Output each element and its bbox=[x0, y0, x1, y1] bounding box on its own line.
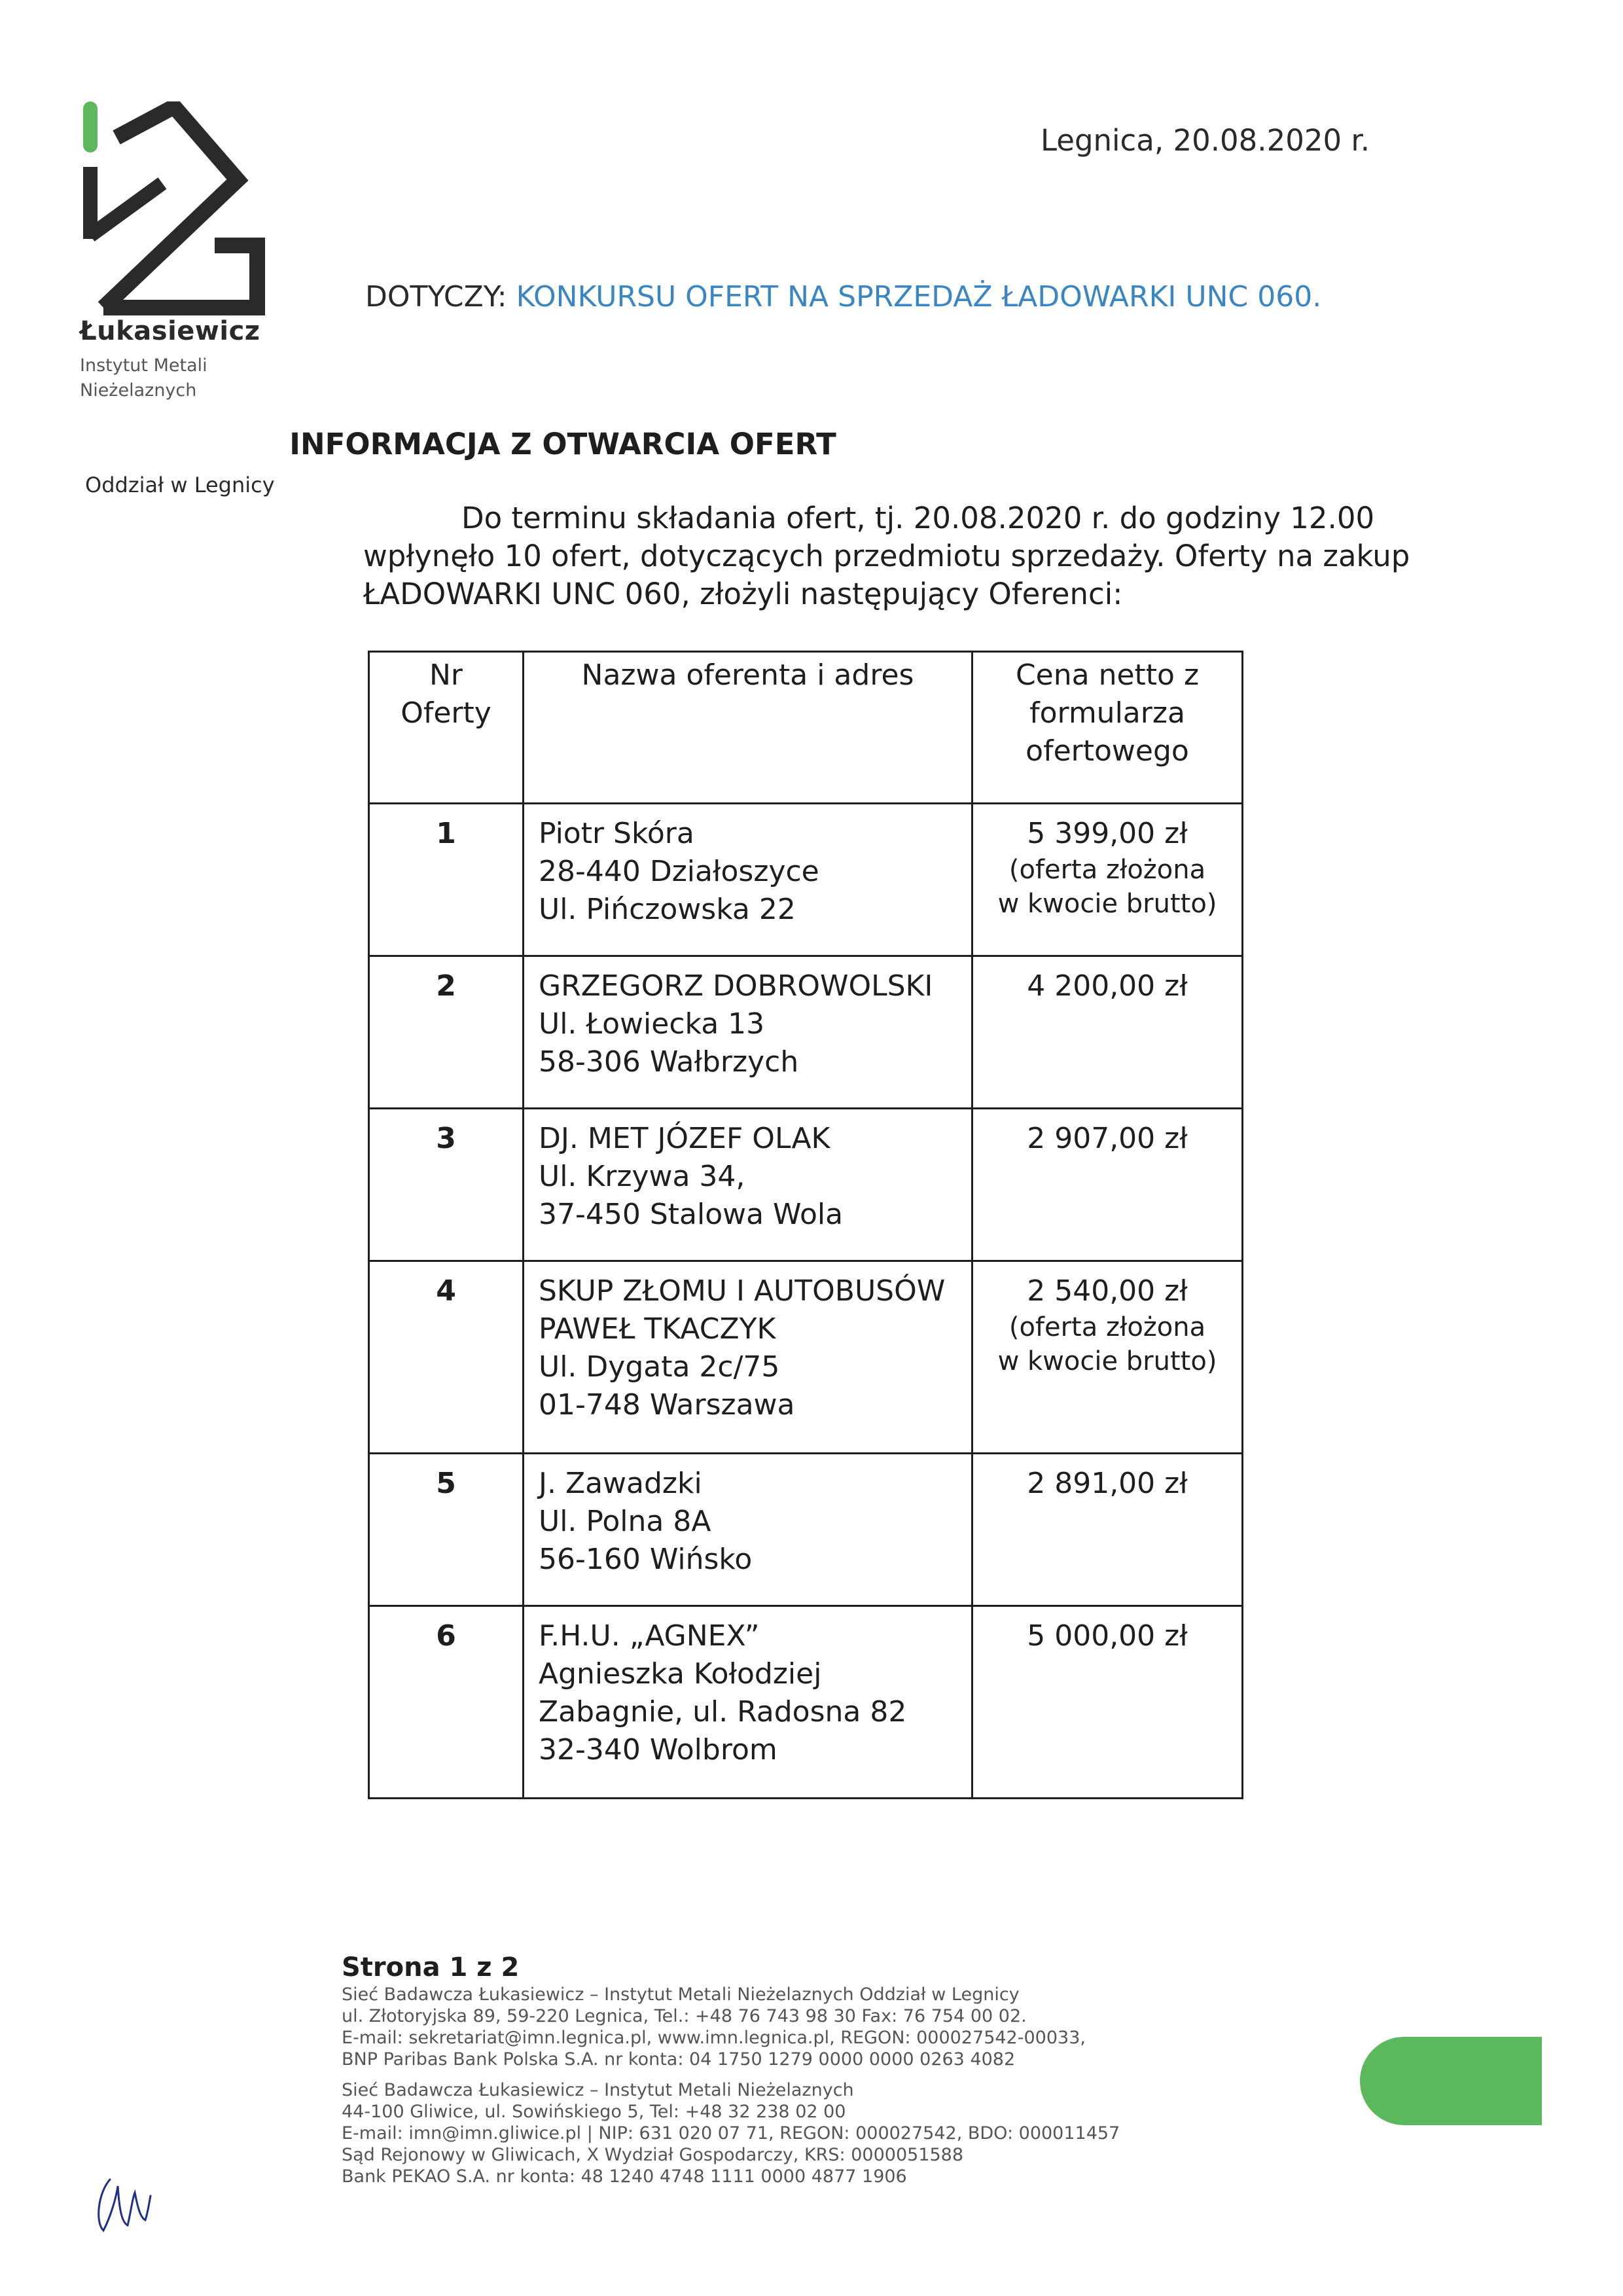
intro-line: Do terminu składania ofert, tj. 20.08.2020 r. do godziny 12.00 bbox=[461, 501, 1375, 535]
address-line: 28-440 Działoszyce bbox=[539, 855, 819, 888]
table-header-row bbox=[369, 652, 1243, 804]
subject-label: DOTYCZY: bbox=[365, 280, 507, 314]
footer-line: BNP Paribas Bank Polska S.A. nr konta: 04 1750 1279 0000 0000 0263 4082 bbox=[342, 2049, 1016, 2070]
address-line: 56-160 Wińsko bbox=[539, 1543, 753, 1576]
header-name bbox=[524, 652, 972, 804]
address-line: Ul. Łowiecka 13 bbox=[539, 1007, 765, 1041]
intro-paragraph bbox=[363, 499, 1489, 613]
header-price bbox=[972, 652, 1243, 804]
offer-number: 6 bbox=[369, 1606, 524, 1799]
address-line: Piotr Skóra bbox=[539, 817, 694, 850]
footer-line: Sieć Badawcza Łukasiewicz – Instytut Metali Nieżelaznych Oddział w Legnicy bbox=[342, 1984, 1020, 2005]
signature-icon bbox=[92, 2166, 164, 2238]
price-value: 5 399,00 zł bbox=[1027, 817, 1188, 850]
offer-name-address bbox=[524, 1109, 972, 1261]
address-line: J. Zawadzki bbox=[539, 1467, 702, 1500]
offers-table bbox=[368, 651, 1243, 1799]
price-value: 5 000,00 zł bbox=[1027, 1619, 1188, 1653]
logo-subtitle-line: Nieżelaznych bbox=[80, 380, 197, 401]
footer-line: Bank PEKAO S.A. nr konta: 48 1240 4748 1111 0000 4877 1906 bbox=[342, 2166, 907, 2187]
offer-price bbox=[972, 1261, 1243, 1454]
table-row bbox=[369, 1454, 1243, 1606]
logo-name: Łukasiewicz bbox=[80, 316, 260, 346]
header-text: Nazwa oferenta i adres bbox=[581, 658, 914, 692]
offer-price bbox=[972, 956, 1243, 1109]
address-line: Ul. Polna 8A bbox=[539, 1505, 711, 1538]
footer-line: Sąd Rejonowy w Gliwicach, X Wydział Gospodarczy, KRS: 0000051588 bbox=[342, 2145, 964, 2165]
address-line: 01-748 Warszawa bbox=[539, 1388, 795, 1422]
address-line: F.H.U. „AGNEX” bbox=[539, 1619, 760, 1653]
heading-text: INFORMACJA Z OTWARCIA OFERT bbox=[289, 427, 836, 461]
table-row bbox=[369, 1606, 1243, 1799]
table-row bbox=[369, 804, 1243, 956]
header-text: Oferty bbox=[401, 696, 491, 730]
document-heading bbox=[0, 427, 1623, 461]
table-row bbox=[369, 1109, 1243, 1261]
offer-number: 2 bbox=[369, 956, 524, 1109]
price-note: (oferta złożona bbox=[1008, 855, 1206, 885]
subject-value: KONKURSU OFERT NA SPRZEDAŻ ŁADOWARKI UNC 060. bbox=[516, 280, 1322, 314]
offer-name-address bbox=[524, 1606, 972, 1799]
price-value: 2 907,00 zł bbox=[1027, 1122, 1188, 1155]
page-number: Strona 1 z 2 bbox=[342, 1952, 520, 1982]
offer-price bbox=[972, 1109, 1243, 1261]
branch-name: Oddział w Legnicy bbox=[85, 473, 275, 497]
offer-price bbox=[972, 1606, 1243, 1799]
offer-name-address bbox=[524, 1454, 972, 1606]
subject-line bbox=[365, 280, 1321, 314]
address-line: 32-340 Wolbrom bbox=[539, 1733, 777, 1767]
header-nr bbox=[369, 652, 524, 804]
price-note: w kwocie brutto) bbox=[997, 1346, 1217, 1376]
address-line: 37-450 Stalowa Wola bbox=[539, 1198, 844, 1231]
address-line: Ul. Pińczowska 22 bbox=[539, 893, 796, 926]
address-line: Agnieszka Kołodziej bbox=[539, 1657, 822, 1691]
address-line: SKUP ZŁOMU I AUTOBUSÓW bbox=[539, 1274, 946, 1308]
address-line: Ul. Dygata 2c/75 bbox=[539, 1350, 780, 1384]
offer-name-address bbox=[524, 1261, 972, 1454]
address-line: DJ. MET JÓZEF OLAK bbox=[539, 1122, 830, 1155]
address-line: PAWEŁ TKACZYK bbox=[539, 1312, 776, 1346]
footer-line: E-mail: imn@imn.gliwice.pl | NIP: 631 020 07 71, REGON: 000027542, BDO: 000011457 bbox=[342, 2123, 1120, 2144]
price-note: (oferta złożona bbox=[1008, 1312, 1206, 1342]
price-value: 2 540,00 zł bbox=[1027, 1274, 1188, 1308]
footer-line: 44-100 Gliwice, ul. Sowińskiego 5, Tel: +48 32 238 02 00 bbox=[342, 2102, 846, 2122]
offer-number: 3 bbox=[369, 1109, 524, 1261]
offer-price bbox=[972, 804, 1243, 956]
offer-name-address bbox=[524, 804, 972, 956]
logo-subtitle bbox=[80, 353, 207, 403]
footer bbox=[342, 1952, 1120, 2187]
intro-line: wpłynęło 10 ofert, dotyczących przedmiotu sprzedaży. Oferty na zakup bbox=[363, 539, 1410, 573]
offer-number: 5 bbox=[369, 1454, 524, 1606]
green-decoration bbox=[1360, 2037, 1542, 2125]
price-value: 2 891,00 zł bbox=[1027, 1467, 1188, 1500]
address-line: GRZEGORZ DOBROWOLSKI bbox=[539, 969, 933, 1003]
offer-name-address bbox=[524, 956, 972, 1109]
place-date: Legnica, 20.08.2020 r. bbox=[1041, 123, 1370, 158]
offer-number: 1 bbox=[369, 804, 524, 956]
address-line: Ul. Krzywa 34, bbox=[539, 1160, 745, 1193]
price-note: w kwocie brutto) bbox=[997, 889, 1217, 919]
header-text: Cena netto z bbox=[1015, 658, 1200, 692]
lukasiewicz-logo-icon bbox=[77, 101, 267, 317]
price-value: 4 200,00 zł bbox=[1027, 969, 1188, 1003]
address-line: 58-306 Wałbrzych bbox=[539, 1045, 799, 1079]
footer-line: Sieć Badawcza Łukasiewicz – Instytut Metali Nieżelaznych bbox=[342, 2080, 854, 2100]
footer-line: E-mail: sekretariat@imn.legnica.pl, www.imn.legnica.pl, REGON: 000027542-00033, bbox=[342, 2028, 1086, 2048]
table-row bbox=[369, 956, 1243, 1109]
logo-subtitle-line: Instytut Metali bbox=[80, 355, 207, 376]
offer-price bbox=[972, 1454, 1243, 1606]
footer-line: ul. Złotoryjska 89, 59-220 Legnica, Tel.: +48 76 743 98 30 Fax: 76 754 00 02. bbox=[342, 2006, 1027, 2026]
header-text: Nr bbox=[429, 658, 463, 692]
address-line: Zabagnie, ul. Radosna 82 bbox=[539, 1695, 907, 1729]
header-text: ofertowego bbox=[1026, 734, 1189, 768]
offer-number: 4 bbox=[369, 1261, 524, 1454]
table-row bbox=[369, 1261, 1243, 1454]
header-text: formularza bbox=[1029, 696, 1185, 730]
intro-line: ŁADOWARKI UNC 060, złożyli następujący Oferenci: bbox=[363, 577, 1123, 611]
